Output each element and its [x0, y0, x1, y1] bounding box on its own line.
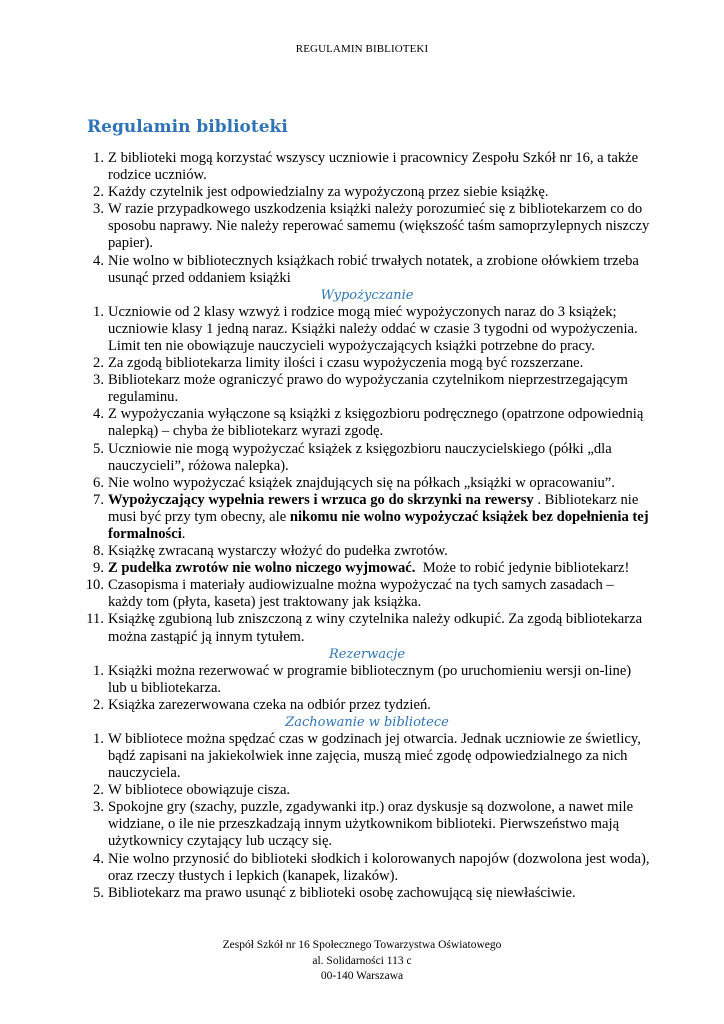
behaviour-rules-list — [82, 731, 652, 902]
list-item: 3. Bibliotekarz może ograniczyć prawo do wypożyczania czytelnikom nieprzestrzegającym regulaminu. — [93, 372, 628, 406]
general-rules-list — [82, 150, 652, 287]
list-item: 2. W bibliotece obowiązuje cisza. — [93, 782, 291, 799]
reservation-rules-list — [82, 663, 652, 714]
list-item: 4. Nie wolno przynosić do biblioteki słodkich i kolorowanych napojów (dozwolona jest woda), oraz rzeczy tłustych i lepkich (kanapek, lizaków). — [93, 850, 650, 884]
list-item: 10. Czasopisma i materiały audiowizualne można wypożyczać na tych samych zasadach – każdy tom (płyta, kaseta) jest traktowany jak książka. — [85, 577, 614, 611]
list-item: 2. Każdy czytelnik jest odpowiedzialny za wypożyczoną przez siebie książkę. — [93, 184, 549, 201]
list-item: 1. Książki można rezerwować w programie bibliotecznym (po uruchomieniu wersji on-line) lub u bibliotekarza. — [93, 662, 632, 696]
list-item: 3. W razie przypadkowego uszkodzenia książki należy porozumieć się z bibliotekarzem co do sposobu naprawy. Nie należy reperować samemu (większość taśm samoprzylepnych niszczy papier). — [93, 201, 650, 252]
page-footer — [0, 938, 724, 985]
list-item: 1. Uczniowie od 2 klasy wzwyż i rodzice mogą mieć wypożyczonych naraz do 3 książek; uczniowie klasy 1 jedną naraz. Książki należy oddać w czasie 3 tygodni od wypożyczenia. Limit ten nie obowiązuje nauczycieli wypożyczających książki potrzebne do pracy. — [93, 303, 638, 354]
list-item: 1. Z biblioteki mogą korzystać wszyscy uczniowie i pracownicy Zespołu Szkół nr 16, a także rodzice uczniów. — [93, 150, 639, 184]
footer-school-name: Zespół Szkół nr 16 Społecznego Towarzystwa Oświatowego — [222, 939, 502, 951]
list-item: 7. Wypożyczający wypełnia rewers i wrzuca go do skrzynki na rewersy . Bibliotekarz nie musi być przy tym obecny, ale nikomu nie wolno wypożyczać książek bez dopełnienia tej formalności. — [93, 491, 649, 542]
list-item: 6. Nie wolno wypożyczać książek znajdujących się na półkach „książki w opracowaniu”. — [93, 474, 615, 491]
document-title: Regulamin biblioteki — [87, 117, 288, 137]
list-item: 4. Nie wolno w bibliotecznych książkach robić trwałych notatek, a zrobione ołówkiem trzeba usunąć przed oddaniem książki — [93, 252, 639, 286]
footer-postal-city: 00-140 Warszawa — [320, 970, 404, 982]
list-item: 11. Książkę zgubioną lub zniszczoną z winy czytelnika należy odkupić. Za zgodą bibliotekarza można zastąpić ją innym tytułem. — [86, 611, 643, 645]
section-heading-behaviour: Zachowanie w bibliotece — [285, 714, 449, 730]
page-header: REGULAMIN BIBLIOTEKI — [295, 43, 429, 55]
section-heading-reservations: Rezerwacje — [328, 646, 406, 662]
list-item: 2. Za zgodą bibliotekarza limity ilości i czasu wypożyczenia mogą być rozszerzane. — [93, 355, 584, 372]
list-item: 5. Bibliotekarz ma prawo usunąć z biblioteki osobę zachowującą się niewłaściwie. — [93, 884, 576, 901]
list-item: 8. Książkę zwracaną wystarczy włożyć do pudełka zwrotów. — [93, 543, 448, 560]
list-item: 1. W bibliotece można spędzać czas w godzinach jej otwarcia. Jednak uczniowie ze świetlicy, bądź zapisani na jakiekolwiek inne zajęcia, muszą mieć zgodę odpowiedzialnego za nich nauczyciela. — [93, 730, 641, 782]
lending-rules-list — [82, 304, 652, 646]
list-item: 2. Książka zarezerwowana czeka na odbiór przez tydzień. — [93, 696, 431, 713]
list-item: 3. Spokojne gry (szachy, puzzle, zgadywanki itp.) oraz dyskusje są dozwolone, a nawet mile widziane, o ile nie przeszkadzają innym użytkownikom biblioteki. Pierwszeństwo mają użytkownicy czytający lub uczący się. — [93, 799, 634, 850]
list-item: 9. Z pudełka zwrotów nie wolno niczego wyjmować. Może to robić jedynie bibliotekarz! — [93, 560, 630, 577]
list-item: 5. Uczniowie nie mogą wypożyczać książek z księgozbioru nauczycielskiego (półki „dla nauczycieli”, różowa nalepka). — [93, 440, 612, 474]
list-item: 4. Z wypożyczania wyłączone są książki z księgozbioru podręcznego (opatrzone odpowiednią nalepką) – chyba że bibliotekarz wyrazi zgodę. — [93, 406, 644, 440]
section-heading-lending: Wypożyczanie — [320, 287, 414, 303]
footer-street: al. Solidarności 113 c — [312, 954, 412, 967]
document-body — [82, 150, 652, 902]
